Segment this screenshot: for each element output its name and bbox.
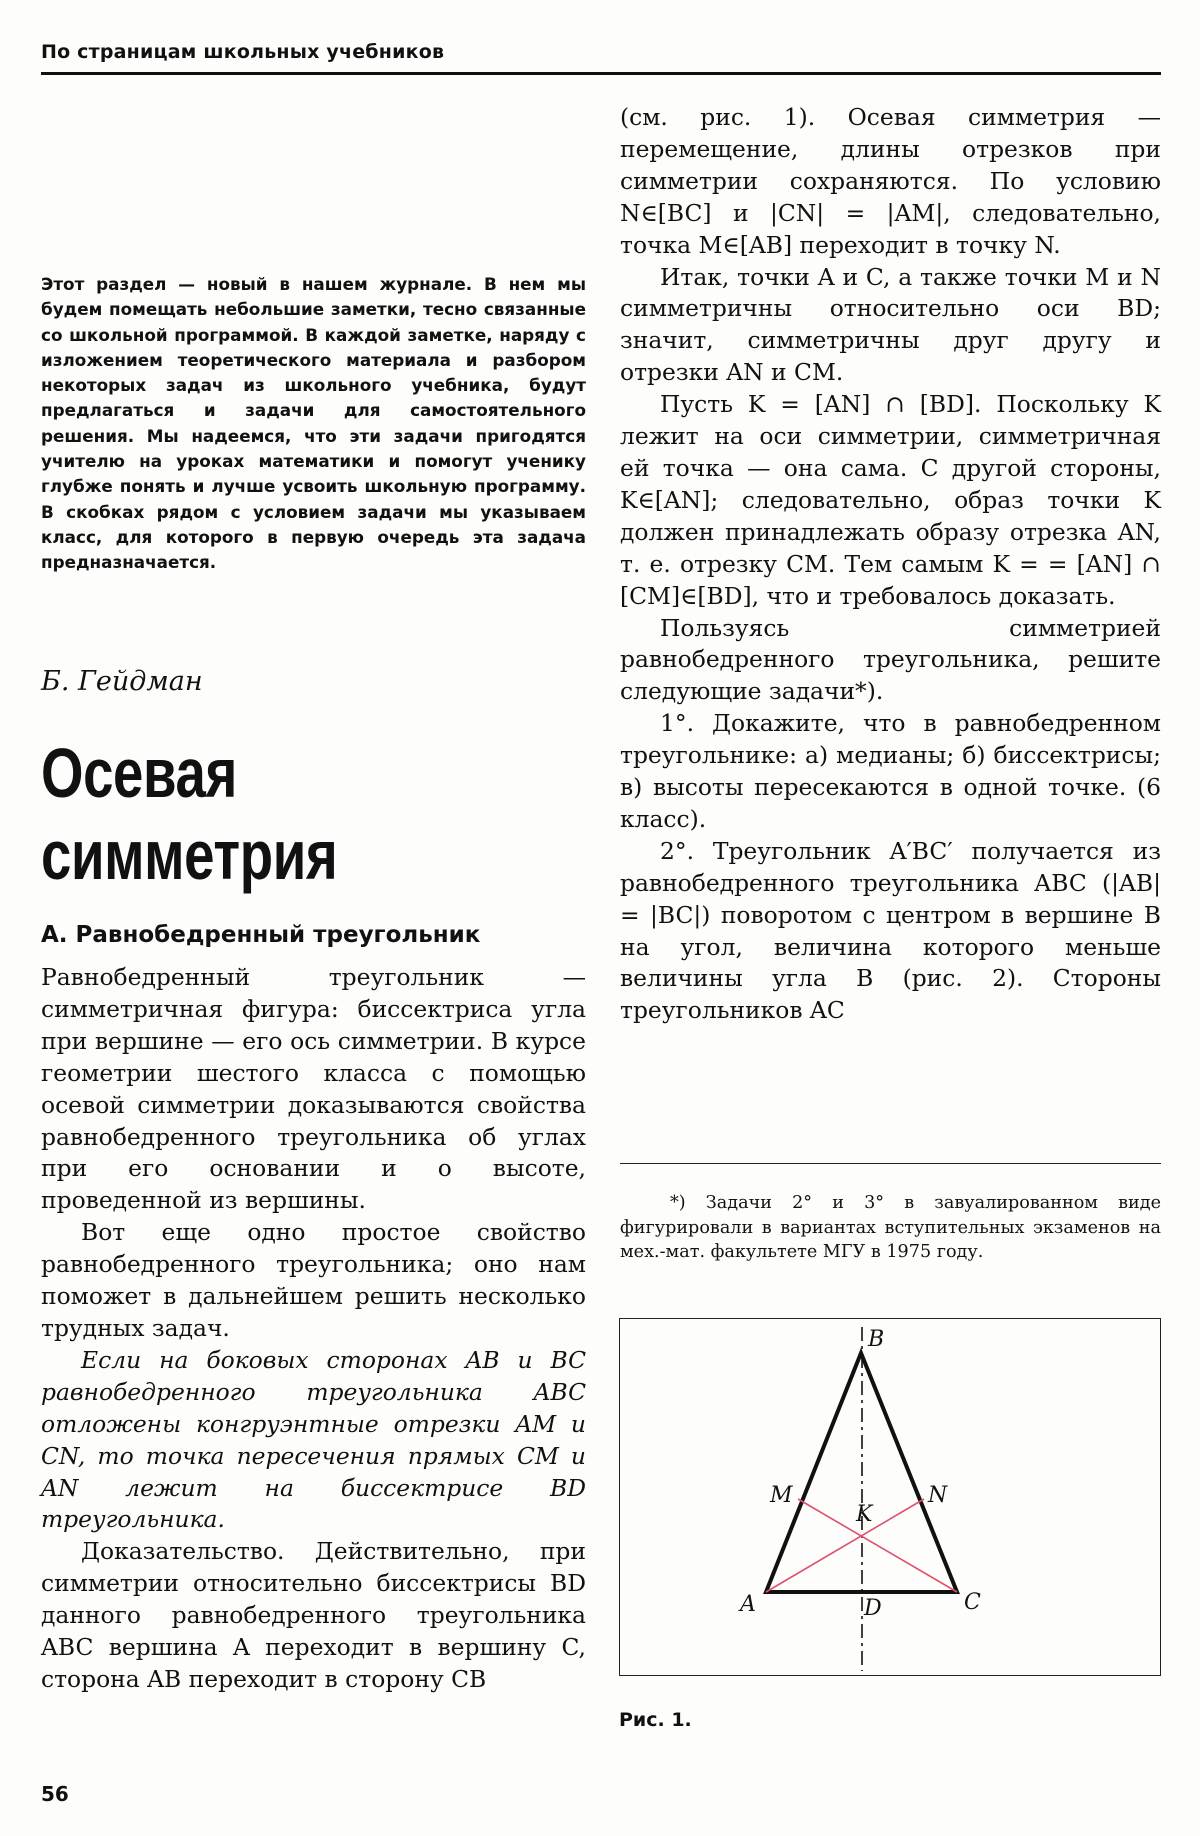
figure-caption: Рис. 1. (619, 1709, 692, 1731)
theorem-statement: Если на боковых сторонах AB и BC равнобедренного треугольника ABC отложены конгруэнтные отрезки AM и CN, то точка пересечения прямых CM и AN лежит на биссектрисе BD треугольника. (41, 1345, 586, 1534)
left-column (41, 272, 586, 1693)
intro-paragraph: Этот раздел — новый в нашем журнале. В нем мы будем помещать небольшие заметки, тесно связанные со школьной программой. В каждой заметке, наряду с изложением теоретического материала и разбором некоторых задач из школьного учебника, будут предлагаться и задачи для самостоятельного решения. Мы надеемся, что эти задачи пригодятся учителю на уроках математики и помогут ученику глубже понять и лучше усвоить школьную программу. В скобках рядом с условием задачи мы указываем класс, для которого в первую очередь эта задача предназначается. (41, 274, 586, 573)
problem-2: 2°. Треугольник A′BC′ получается из равнобедренного треугольника ABC (|AB| = |BC|) поворотом с центром в вершине B на угол, величина которого меньше величины угла B (рис. 2). Стороны треугольников AC (620, 836, 1161, 1025)
body-paragraph: Пусть K = [AN] ∩ [BD]. Поскольку K лежит на оси симметрии, симметричная ей точка — она сама. С другой стороны, K∈[AN]; следовательно, образ точки K должен принадлежать образу отрезка AN, т. е. отрезку CM. Тем самым K = = [AN] ∩ [CM]∈[BD], что и требовалось доказать. (620, 390, 1161, 610)
article-title-line-2: симметрия (41, 816, 338, 894)
body-paragraph: (см. рис. 1). Осевая симметрия — перемещение, длины отрезков при симметрии сохраняются. По условию N∈[BC] и |CN| = |AM|, следовательно, точка M∈[AB] переходит в точку N. (620, 103, 1161, 259)
label-m: M (770, 1483, 793, 1508)
page-number: 56 (41, 1782, 69, 1806)
label-c: C (964, 1590, 981, 1615)
article-title (41, 732, 337, 896)
problem-1: 1°. Докажите, что в равнобедренном треугольнике: а) медианы; б) биссектрисы; в) высоты пересекаются в одной точке. (6 класс). (620, 709, 1161, 833)
footnote: *) Задачи 2° и 3° в завуалированном виде фигурировали в вариантах вступительных экзаменов на мех.-мат. факультете МГУ в 1975 году. (620, 1193, 1161, 1262)
figure-1 (619, 1318, 1161, 1676)
author-name: Б. Гейдман (41, 666, 203, 697)
figure-1-diagram (620, 1319, 1162, 1677)
label-a: A (740, 1592, 756, 1617)
left-body-text (41, 962, 586, 1696)
label-d: D (864, 1596, 882, 1621)
section-header: По страницам школьных учебников (41, 41, 445, 63)
label-k: K (856, 1502, 873, 1527)
label-n: N (928, 1483, 948, 1508)
section-heading: А. Равнобедренный треугольник (41, 922, 481, 948)
line-cm (798, 1499, 957, 1592)
header-rule (41, 72, 1161, 75)
line-an (766, 1499, 924, 1592)
footnote-rule (620, 1163, 1161, 1164)
body-paragraph: Вот еще одно простое свойство равнобедренного треугольника; оно нам поможет в дальнейшем решить несколько трудных задач. (41, 1218, 586, 1342)
right-column (620, 102, 1161, 1027)
proof-paragraph: Доказательство. Действительно, при симметрии относительно биссектрисы BD данного равнобедренного треугольника ABC вершина A переходит в вершину C, сторона AB переходит в сторону CB (41, 1537, 586, 1693)
label-b: B (868, 1327, 885, 1352)
body-paragraph: Равнобедренный треугольник — симметричная фигура: биссектриса угла при вершине — его ось симметрии. В курсе геометрии шестого класса с помощью осевой симметрии доказываются свойства равнобедренного треугольника об углах при его основании и о высоте, проведенной из вершины. (41, 963, 586, 1215)
body-paragraph: Итак, точки A и C, а также точки M и N симметричны относительно оси BD; значит, симметричны друг другу и отрезки AN и CM. (620, 262, 1161, 387)
body-paragraph: Пользуясь симметрией равнобедренного треугольника, решите следующие задачи*). (620, 613, 1161, 706)
article-title-line-1: Осевая (41, 734, 237, 812)
